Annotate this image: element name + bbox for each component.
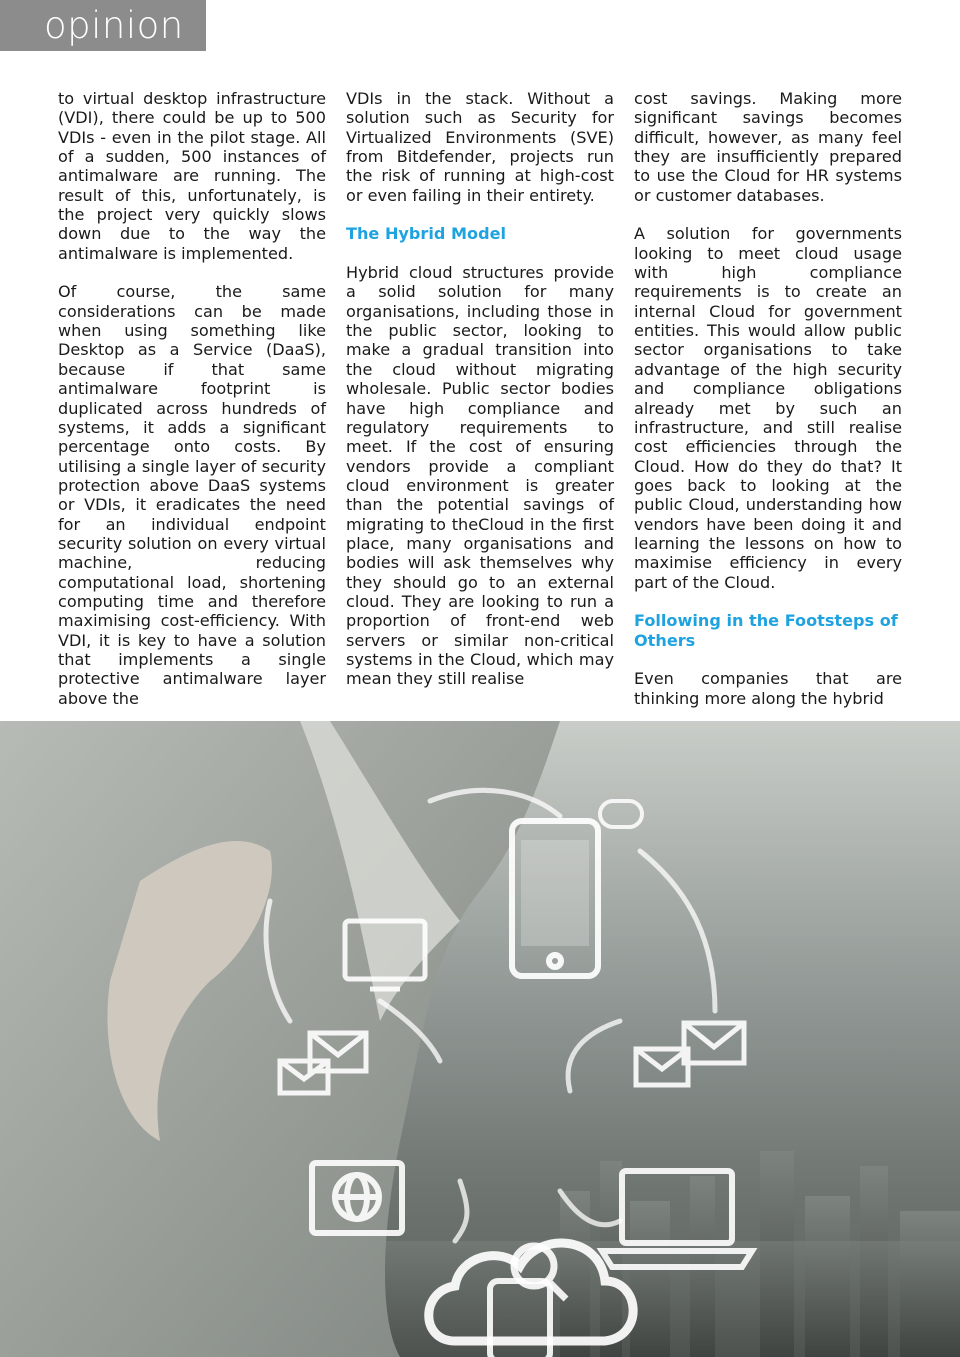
section-tab (0, 0, 206, 51)
subheading-hybrid-model: The Hybrid Model (346, 224, 507, 244)
paragraph: VDIs in the stack. Without a solution such as Security for Virtualized Environments (SVE) from Bitdefender, projects run the risk of running at high-cost or even failing in their entirety. (346, 89, 614, 205)
paragraph: Even companies that are thinking more along the hybrid (634, 669, 902, 708)
cloud-network-photo (0, 721, 960, 1357)
paragraph: Of course, the same considerations can be made when using something like Desktop as a Service (DaaS), because if that same antimalware footprint is duplicated across hundreds of systems, it adds a significant percentage onto costs. By utilising a single layer of security protection above DaaS systems or VDIs, it eradicates the need for an individual endpoint security solution on every virtual machine, reducing computational load, shortening computing time and therefore maximising cost-efficiency. With VDI, it is key to have a solution that implements a single protective antimalware layer above the (58, 282, 326, 708)
article-column-2 (346, 89, 614, 708)
article-column-1 (58, 89, 326, 727)
paragraph: cost savings. Making more significant savings becomes difficult, however, as many feel they are insufficiently prepared to use the Cloud for HR systems or customer databases. (634, 89, 902, 205)
subheading-following-footsteps: Following in the Footsteps of Others (634, 611, 898, 650)
paragraph: to virtual desktop infrastructure (VDI), there could be up to 500 VDIs - even in the pilot stage. All of a sudden, 500 instances of antimalware are running. The result of this, unfortunately, is the project very quickly slows down due to the way the antimalware is implemented. (58, 89, 326, 263)
paragraph: Hybrid cloud structures provide a solid solution for many organisations, including those in the public sector, looking to make a gradual transition into the cloud without migrating wholesale. Public sector bodies have high compliance and regulatory requirements to meet. If the cost of ensuring vendors provide a compliant cloud environment is greater than the potential savings of migrating to theCloud in the first place, many organisations and bodies will ask themselves why they should go to an external cloud. They are looking to run a proportion of front-end web servers or similar non-critical systems in the Cloud, which may mean they still realise (346, 263, 614, 689)
section-label: opinion (44, 4, 184, 47)
article-column-3 (634, 89, 902, 727)
paragraph: A solution for governments looking to meet cloud usage with high compliance requirements is to create an internal Cloud for government entities. This would allow public sector organisations to take advantage of the high security and compliance obligations already met by such an infrastructure, and still realise cost efficiencies through the Cloud. How do they do that? It goes back to looking at the public Cloud, understanding how vendors have been doing it and learning the lessons on how to maximise efficiency in every part of the Cloud. (634, 224, 902, 592)
